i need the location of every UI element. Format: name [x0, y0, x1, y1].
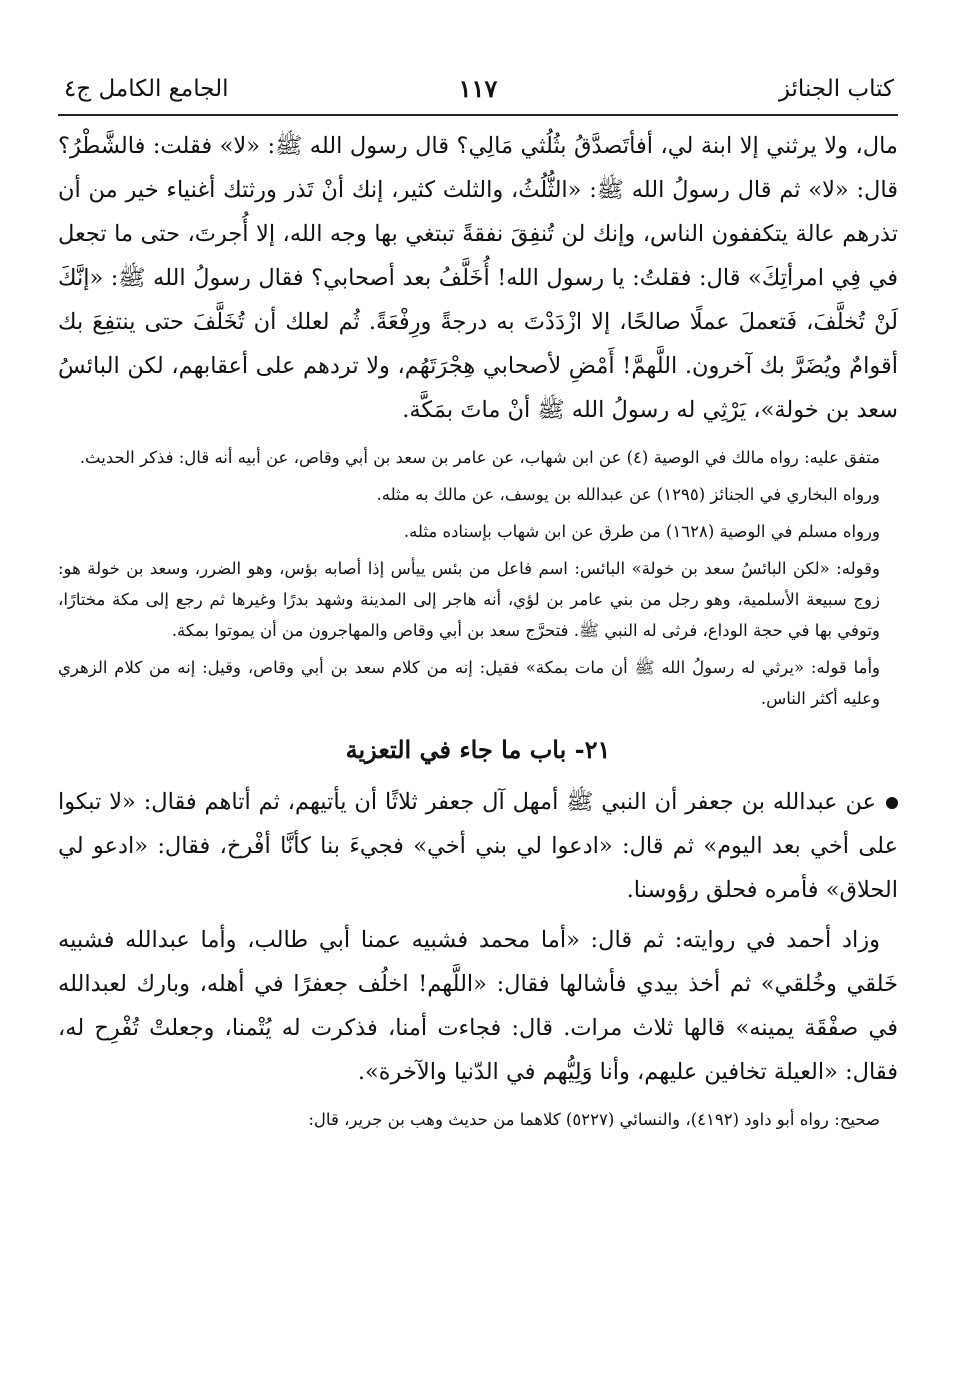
hadith-main — [58, 780, 898, 912]
hadith-continuation: مال، ولا يرثني إلا ابنة لي، أفأتَصدَّقُ بثُلُثي مَالِي؟ قال رسول الله ﷺ: «لا» فقلت: فالشَّطْرُ؟ قال: «لا» ثم قال رسولُ الله ﷺ: «الثُّلُثُ، والثلث كثير، إنك أنْ تَذر ورثتك أغنياء خير من أن تذرهم عالة يتكففون الناس، وإنك لن تُنفِقَ نفقةً تبتغي بها وجه الله، إلا أُجرتَ، حتى ما تجعل في فِي امرأتِكَ» قال: فقلتُ: يا رسول الله! أُخَلَّفُ بعد أصحابي؟ فقال رسولُ الله ﷺ: «إنَّكَ لَنْ تُخلَّفَ، فَتعملَ عملًا صالحًا، إلا ازْدَدْتَ به درجةً ورِفْعَةً. ثُم لعلك أن تُخَلَّفَ حتى ينتفِعَ بك أقوامٌ ويُضَرَّ بك آخرون. اللَّهمَّ! أَمْضِ لأصحابي هِجْرَتَهُم، ولا تردهم على أعقابهم، لكن البائسُ سعد بن خولة»، يَرْثِي له رسولُ الله ﷺ أنْ ماتَ بمَكَّة. — [58, 133, 898, 423]
explanation-note: وقوله: «لكن البائسُ سعد بن خولة» البائس: اسم فاعل من بئس ييأس إذا أصابه بؤس، وهو الضرر، وسعد بن خولة هو: زوج سبيعة الأسلمية، وهو رجل من بني عامر بن لؤي، أنه هاجر إلى المدينة وشهد بدرًا وغيرها ثم رجع إلى مكة مختارًا، وتوفي بها في حجة الوداع، فرثى له النبي ﷺ. فتحرَّج سعد بن أبي وقاص والمهاجرون من أن يموتوا بمكة. — [58, 559, 880, 640]
chapter-heading: ٢١- باب ما جاء في التعزية — [345, 735, 611, 764]
page-number: ١١٧ — [458, 74, 498, 103]
running-header — [58, 70, 898, 116]
takhrij-bottom: صحيح: رواه أبو داود (٤١٩٢)، والنسائي (٥٢٢٧) كلاهما من حديث وهب بن جرير، قال: — [308, 1110, 880, 1129]
takhrij-bukhari: ورواه البخاري في الجنائز (١٢٩٥) عن عبدالله بن يوسف، عن مالك به مثله. — [376, 485, 880, 504]
book-page — [58, 70, 898, 1370]
book-title: الجامع الكامل ج٤ — [64, 76, 229, 102]
book-section-title: كتاب الجنائز — [778, 76, 894, 102]
explanation-note-2: وأما قوله: «يرثي له رسولُ الله ﷺ أن مات بمكة» فقيل: إنه من كلام سعد بن أبي وقاص، وقيل: إنه من كلام الزهري وعليه أكثر الناس. — [58, 658, 880, 708]
takhrij-note: متفق عليه: رواه مالك في الوصية (٤) عن ابن شهاب، عن عامر بن سعد بن أبي وقاص، عن أبيه أنه قال: فذكر الحديث. — [79, 448, 880, 467]
hadith-addition: وزاد أحمد في روايته: ثم قال: «أما محمد فشبيه عمنا أبي طالب، وأما عبدالله فشبيه خَلقي وخُلقي» ثم أخذ بيدي فأشالها فقال: «اللَّهم! اخلُف جعفرًا في أهله، وبارك لعبدالله في صفْقَة يمينه» قالها ثلاث مرات. قال: فجاءت أمنا، فذكرت له يُتْمنا، وجعلتْ تُفْرِح له، فقال: «العيلة تخافين عليهم، وأنا وَلِيُّهم في الدّنيا والآخرة». — [58, 927, 898, 1085]
takhrij-muslim: ورواه مسلم في الوصية (١٦٢٨) من طرق عن ابن شهاب بإسناده مثله. — [403, 522, 880, 541]
bullet-icon — [886, 797, 898, 809]
hadith-main-text: عن عبدالله بن جعفر أن النبي ﷺ أمهل آل جعفر ثلاثًا أن يأتيهم، ثم أتاهم فقال: «لا تبكوا على أخي بعد اليوم» ثم قال: «ادعوا لي بني أخي» فجيءَ بنا كأنَّا أفْرخ، فقال: «ادعو لي الحلاق» فأمره فحلق رؤوسنا. — [58, 789, 898, 903]
